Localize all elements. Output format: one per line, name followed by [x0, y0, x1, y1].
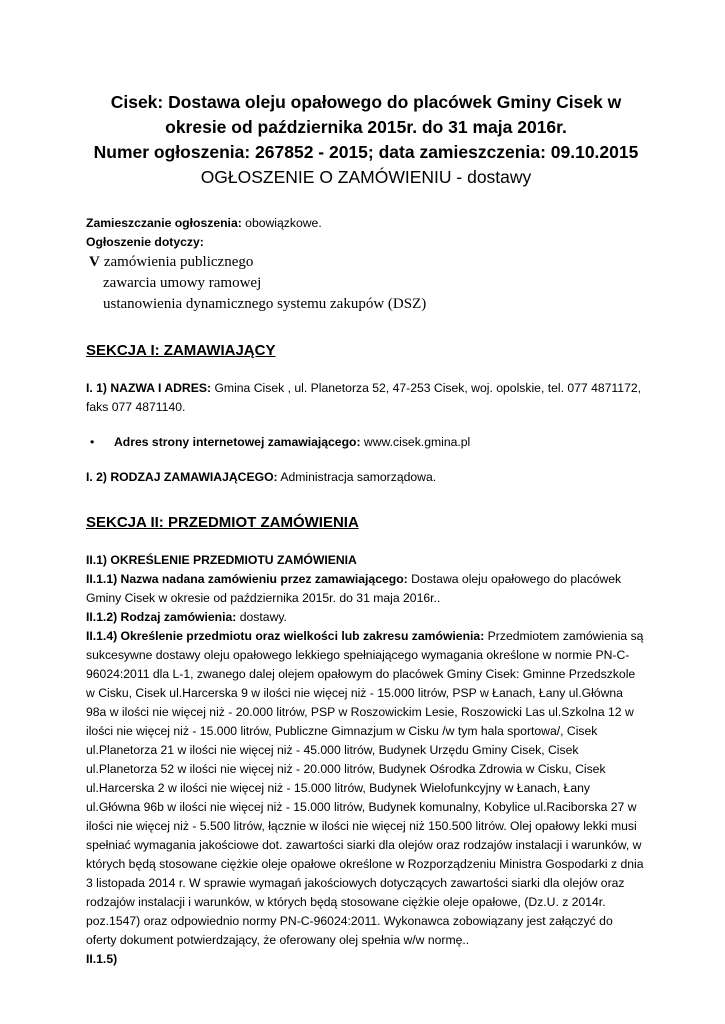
section-2-heading: SEKCJA II: PRZEDMIOT ZAMÓWIENIA — [86, 514, 359, 531]
www-row — [86, 433, 646, 452]
okreslenie-przedmiotu-heading: II.1) OKREŚLENIE PRZEDMIOTU ZAMÓWIENIA — [86, 553, 357, 567]
option-umowy-ramowej — [86, 273, 646, 294]
spacer — [86, 452, 646, 468]
option-label: zamówienia publicznego — [103, 254, 254, 270]
title-line-2: okresie od października 2015r. do 31 maja 2016r. — [165, 117, 567, 137]
document-subtitle: OGŁOSZENIE O ZAMÓWIENIU - dostawy — [200, 167, 532, 187]
nazwa-zamowienia-row — [86, 570, 646, 608]
zamieszczanie-row — [86, 214, 646, 233]
rodzaj-zamawiajacego-label: I. 2) RODZAJ ZAMAWIAJĄCEGO: — [86, 470, 278, 484]
bullet-icon: • — [90, 435, 95, 449]
rodzaj-zamowienia-label: II.1.2) Rodzaj zamówienia: — [86, 610, 237, 624]
section-1-heading: SEKCJA I: ZAMAWIAJĄCY — [86, 342, 276, 359]
document-page — [86, 90, 646, 969]
option-dsz — [86, 294, 646, 315]
www-label: Adres strony internetowej zamawiającego: — [114, 435, 361, 449]
nazwa-adres-label: I. 1) NAZWA I ADRES: — [86, 381, 212, 395]
zamieszczanie-label: Zamieszczanie ogłoszenia: — [86, 216, 242, 230]
spacer — [86, 417, 646, 433]
option-label: ustanowienia dynamicznego systemu zakupów (DSZ) — [103, 296, 427, 312]
rodzaj-zamowienia-value: dostawy. — [239, 610, 287, 624]
option-zamowienia-publicznego — [86, 252, 646, 273]
rodzaj-zamawiajacego-row — [86, 468, 646, 487]
dotyczy-label: Ogłoszenie dotyczy: — [86, 235, 204, 249]
title-line-1: Cisek: Dostawa oleju opałowego do placówek Gminy Cisek w — [110, 92, 622, 112]
zamieszczanie-value: obowiązkowe. — [245, 216, 322, 230]
option-label: zawarcia umowy ramowej — [103, 275, 262, 291]
ii15-label: II.1.5) — [86, 952, 118, 966]
nazwa-zamowienia-label: II.1.1) Nazwa nadana zamówieniu przez zamawiającego: — [86, 572, 408, 586]
rodzaj-zamowienia-row — [86, 608, 646, 627]
przedmiot-zamowienia-row — [86, 627, 646, 950]
przedmiot-zamowienia-label: II.1.4) Określenie przedmiotu oraz wielkości lub zakresu zamówienia: — [86, 629, 485, 643]
title-line-3: Numer ogłoszenia: 267852 - 2015; data zamieszczenia: 09.10.2015 — [93, 142, 639, 162]
nazwa-zamowienia-value: Dostawa oleju opałowego do placówek Gminy Cisek w okresie od października 2015r. do 31 maja 2016r.. — [86, 572, 622, 605]
nazwa-adres-value: Gmina Cisek , ul. Planetorza 52, 47-253 Cisek, woj. opolskie, tel. 077 4871172, faks 077 4871140. — [86, 381, 642, 414]
check-mark: V — [89, 254, 100, 270]
nazwa-adres-row — [86, 379, 646, 417]
przedmiot-zamowienia-value: Przedmiotem zamówienia są sukcesywne dostawy oleju opałowego lekkiego spełniającego wymagania określone w normie PN-C-96024:2011 dla L-1, zwanego dalej olejem opałowym do placówek Gminy Cisek: Gminne Przedszkole w Cisku, Cisek ul.Harcerska 9 w ilości nie więcej niż - 15.000 litrów, PSP w Łanach, Łany ul.Główna 98a w ilości nie więcej niż - 20.000 litrów, PSP w Roszowickim Lesie, Roszowicki Las ul.Szkolna 12 w ilości nie więcej niż - 15.000 litrów, Publiczne Gimnazjum w Cisku /w tym hala sportowa/, Cisek ul.Planetorza 21 w ilości nie więcej niż - 45.000 litrów, Budynek Urzędu Gminy Cisek, Cisek ul.Planetorza 52 w ilości nie więcej niż - 20.000 litrów, Budynek Ośrodka Zdrowia w Cisku, Cisek ul.Harcerska 2 w ilości nie więcej niż - 15.000 litrów, Budynek Wielofunkcyjny w Łanach, Łany ul.Główna 96b w ilości nie więcej niż - 15.000 litrów, Budynek komunalny, Kobylice ul.Raciborska 27 w ilości nie więcej niż - 5.500 litrów, łącznie w ilości nie więcej niż 150.500 litrów. Olej opałowy lekki musi spełniać wymagania jakościowe dot. zawartości siarki dla olejów oraz rodzajów instalacji i warunków, w których będą stosowane ciężkie oleje opałowe określone w Rozporządzeniu Ministra Gospodarki z dnia 3 listopada 2014 r. W sprawie wymagań jakościowych dotyczących zawartości siarki dla olejów oraz rodzajów instalacji i warunków, w których będą stosowane ciężkie oleje opałowe, (Dz.U. z 2014r. poz.1547) oraz odpowiednio normy PN-C-96024:2011. Wykonawca zobowiązany jest załączyć do oferty dokument potwierdzający, że oferowany olej spełnia w/w normę.. — [86, 629, 644, 947]
www-value: www.cisek.gmina.pl — [363, 435, 471, 449]
rodzaj-zamawiajacego-value: Administracja samorządowa. — [280, 470, 437, 484]
